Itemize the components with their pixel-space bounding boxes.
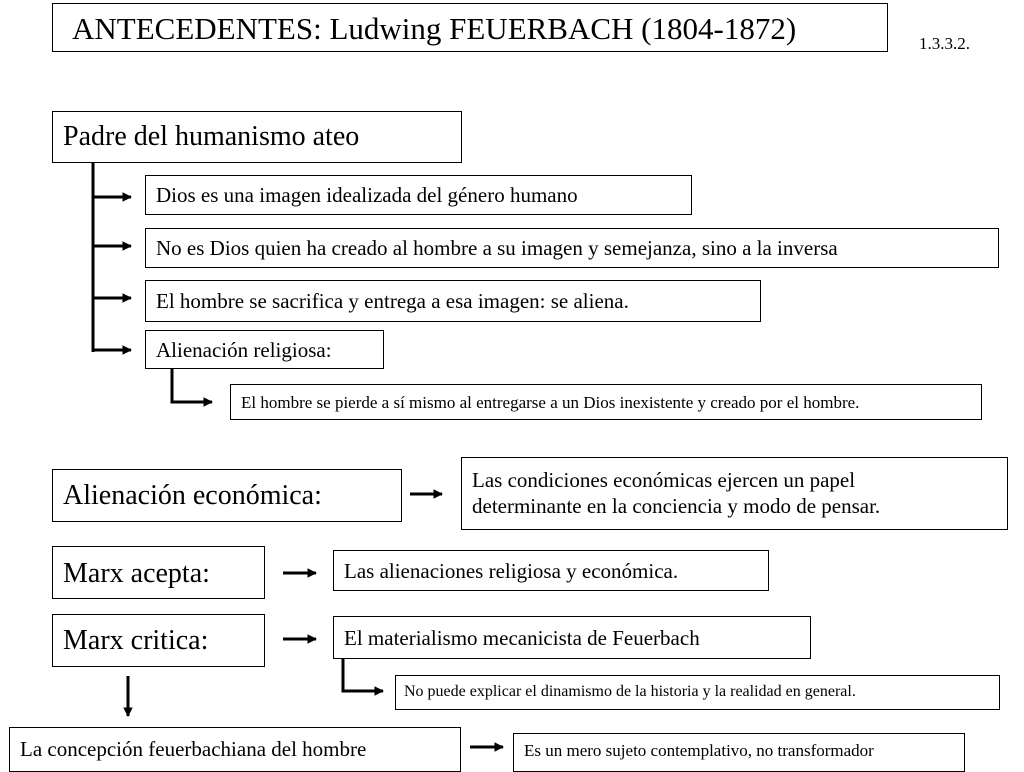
economica-text-line-2: determinante en la conciencia y modo de pensar. [472,494,881,519]
humanismo-item-2: No es Dios quien ha creado al hombre a su imagen y semejanza, sino a la inversa [145,228,999,268]
concepcion-heading: La concepción feuerbachiana del hombre [9,727,461,772]
slide-number: 1.3.3.2. [919,34,970,53]
acepta-text: Las alienaciones religiosa y económica. [333,550,769,591]
page-title: ANTECEDENTES: Ludwing FEUERBACH (1804-1872) [52,3,888,52]
religiosa-detail: El hombre se pierde a sí mismo al entregarse a un Dios inexistente y creado por el hombre. [230,384,982,420]
arrow-religiosa-detail [172,368,212,402]
economica-heading: Alienación económica: [52,469,402,522]
concepcion-text: Es un mero sujeto contemplativo, no transformador [513,733,965,772]
arrow-critica-detail [343,657,383,691]
acepta-heading: Marx acepta: [52,546,265,599]
economica-text-line-1: Las condiciones económicas ejercen un papel [472,468,856,492]
critica-text: El materialismo mecanicista de Feuerbach [333,616,811,659]
humanismo-heading: Padre del humanismo ateo [52,111,462,163]
humanismo-item-3: El hombre se sacrifica y entrega a esa imagen: se aliena. [145,280,761,322]
humanismo-item-1: Dios es una imagen idealizada del género humano [145,175,692,215]
economica-text [461,457,1008,530]
humanismo-item-4: Alienación religiosa: [145,330,384,369]
critica-detail: No puede explicar el dinamismo de la historia y la realidad en general. [395,675,1000,710]
critica-heading: Marx critica: [52,614,265,667]
